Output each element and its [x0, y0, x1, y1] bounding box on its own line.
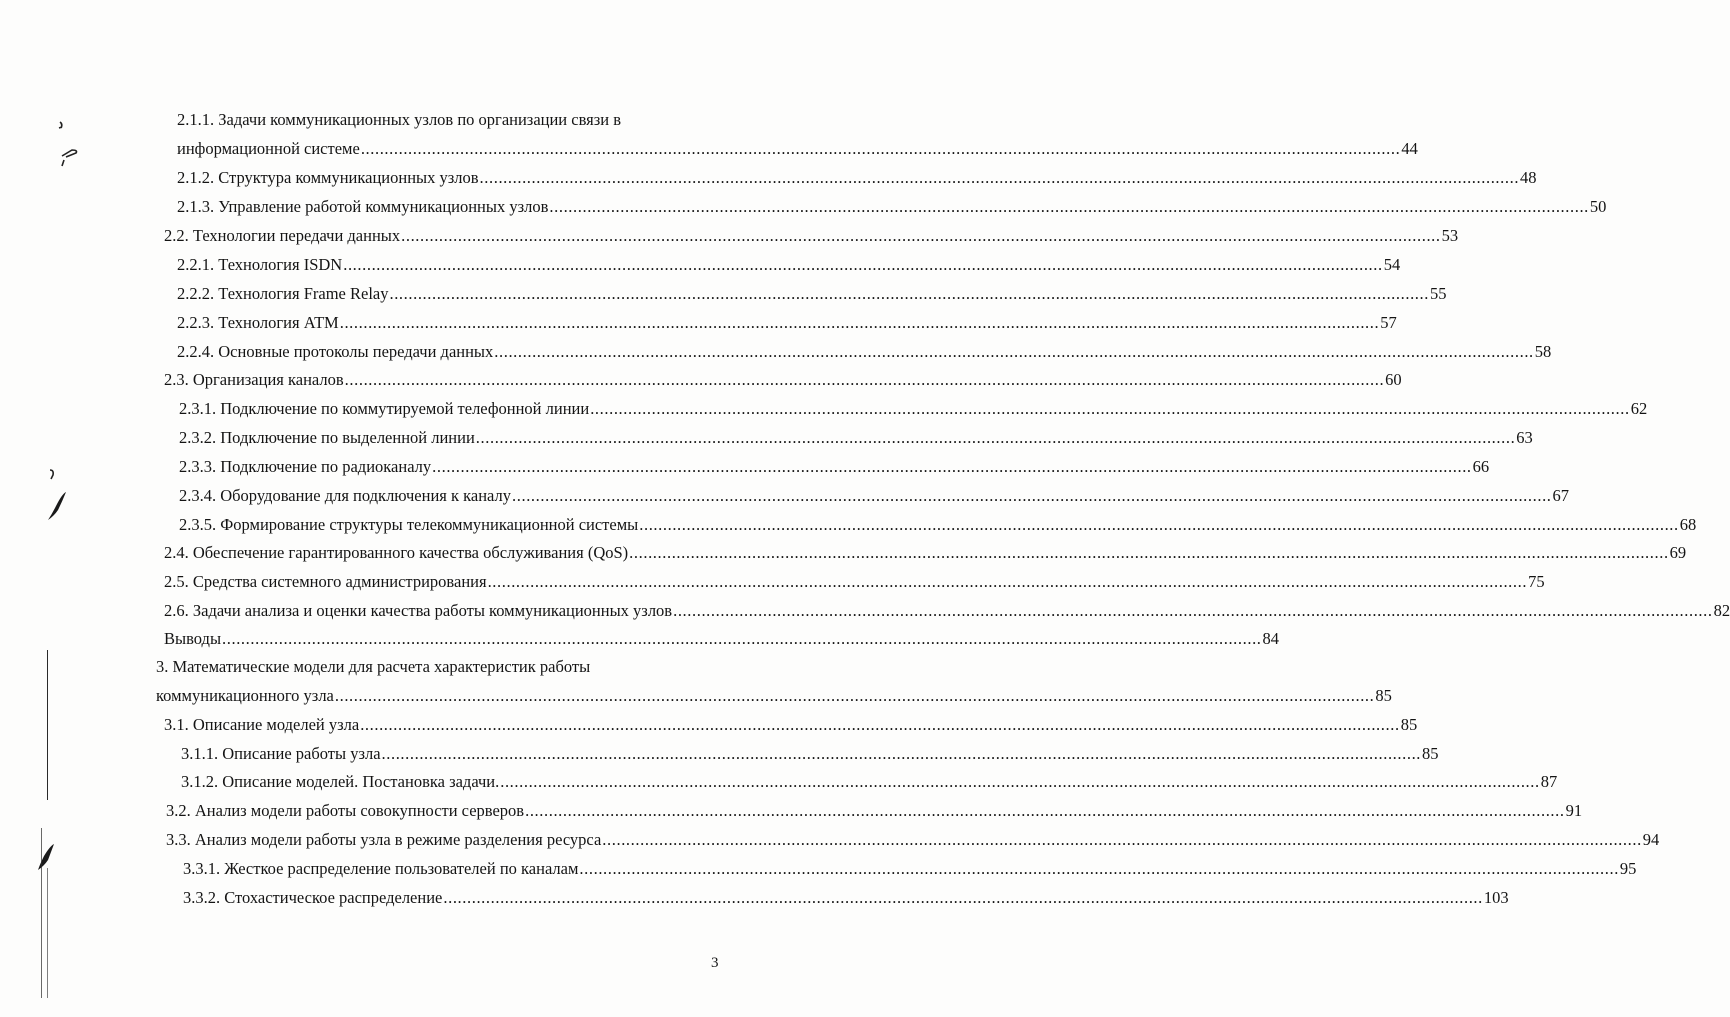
toc-entry-page: 60	[1385, 370, 1402, 389]
scan-artifact-line	[47, 868, 48, 998]
toc-entry-2-2	[164, 226, 1459, 246]
toc-entry-page: 57	[1380, 313, 1397, 332]
toc-entry-2-3-4	[179, 486, 1570, 506]
toc-entry-page: 95	[1619, 859, 1637, 878]
toc-entry-page: 63	[1516, 428, 1533, 447]
toc-entry-label: 2.3.4. Оборудование для подключения к каналу	[179, 486, 512, 505]
toc-entry-3-1	[164, 715, 1418, 735]
toc-entry-2-6	[164, 601, 1730, 621]
toc-entry-page: 85	[1422, 744, 1439, 763]
dot-leader: ............................................................................................................................................................................................................................	[360, 715, 1400, 734]
dot-leader: ............................................................................................................................................................................................................................	[334, 686, 1375, 705]
toc-entry-2-3-2	[179, 428, 1533, 448]
toc-entry-label: информационной системе	[177, 139, 360, 158]
toc-entry-page: 75	[1528, 572, 1545, 591]
scan-artifact-mark	[30, 820, 70, 880]
toc-entry-2-2-3	[177, 313, 1397, 333]
toc-entry-3-1-2	[181, 772, 1558, 792]
dot-leader: ............................................................................................................................................................................................................................	[475, 428, 1516, 447]
toc-entry-page: 85	[1375, 686, 1392, 705]
scan-artifact-mark	[40, 462, 80, 532]
toc-entry-page: 50	[1589, 197, 1607, 216]
toc-entry-label: 3.3.2. Стохастическое распределение	[183, 888, 443, 907]
dot-leader: ............................................................................................................................................................................................................................	[629, 543, 1669, 562]
toc-entry-label: Выводы	[164, 629, 222, 648]
dot-leader: ............................................................................................................................................................................................................................	[344, 370, 1385, 389]
toc-entry-2-2-2	[177, 284, 1447, 304]
toc-entry-page: 62	[1630, 399, 1648, 418]
toc-entry-page: 94	[1642, 830, 1660, 849]
toc-entry-page: 54	[1383, 255, 1401, 274]
toc-entry-label: 2.1.3. Управление работой коммуникационных узлов	[177, 197, 549, 216]
toc-entry-label: 2.3.3. Подключение по радиоканалу	[179, 457, 432, 476]
toc-entry-label: 2.3.5. Формирование структуры телекоммуникационной системы	[179, 515, 639, 534]
dot-leader: ............................................................................................................................................................................................................................	[494, 342, 1534, 361]
toc-entry-3-1-1	[181, 744, 1439, 764]
toc-entry-page: 58	[1534, 342, 1552, 361]
toc-entry-label: 3.2. Анализ модели работы совокупности серверов	[166, 801, 525, 820]
toc-entry-2-4	[164, 543, 1687, 563]
toc-entry-label: 2.2.3. Технология АТМ	[177, 313, 339, 332]
dot-leader: ............................................................................................................................................................................................................................	[579, 859, 1619, 878]
dot-leader: ............................................................................................................................................................................................................................	[343, 255, 1383, 274]
toc-entry-label: 2.3.1. Подключение по коммутируемой телефонной линии	[179, 399, 590, 418]
toc-entry-label: 2.2.1. Технология ISDN	[177, 255, 343, 274]
toc-entry-2-1-1-line1: 2.1.1. Задачи коммуникационных узлов по организации связи в	[177, 110, 622, 129]
toc-entry-label: 3.3. Анализ модели работы узла в режиме разделения ресурса	[166, 830, 602, 849]
toc-entry-label: 3.1.1. Описание работы узла	[181, 744, 381, 763]
toc-entry-page: 84	[1262, 629, 1280, 648]
toc-entry-2-1-1	[177, 139, 1418, 159]
toc-entry-page: 103	[1483, 888, 1509, 907]
dot-leader: ............................................................................................................................................................................................................................	[549, 197, 1589, 216]
toc-entry-3-2	[166, 801, 1583, 821]
toc-entry-label: 3.1.2. Описание моделей. Постановка задачи.	[181, 772, 500, 791]
toc-entry-label: коммуникационного узла	[156, 686, 334, 705]
dot-leader: ............................................................................................................................................................................................................................	[500, 772, 1540, 791]
toc-entry-3-3-2	[183, 888, 1509, 908]
toc-entry-2-2-1	[177, 255, 1401, 275]
toc-entry-page: 44	[1401, 139, 1418, 158]
toc-entry-label: 2.1.2. Структура коммуникационных узлов	[177, 168, 479, 187]
scan-artifact-mark	[52, 116, 92, 176]
toc-entry-label: 2.3. Организация каналов	[164, 370, 344, 389]
toc-entry-label: 3.1. Описание моделей узла	[164, 715, 360, 734]
toc-entry-2-3-5	[179, 515, 1697, 535]
toc-entry-2-3-1	[179, 399, 1648, 419]
dot-leader: ............................................................................................................................................................................................................................	[443, 888, 1483, 907]
toc-entry-page: 91	[1565, 801, 1583, 820]
dot-leader: ............................................................................................................................................................................................................................	[432, 457, 1472, 476]
toc-entry-2-5	[164, 572, 1545, 592]
toc-entry-3-3-1	[183, 859, 1637, 879]
toc-entry-label: 2.2. Технологии передачи данных	[164, 226, 401, 245]
dot-leader: ............................................................................................................................................................................................................................	[401, 226, 1441, 245]
toc-entry-2-1-3	[177, 197, 1607, 217]
toc-entry-label: 2.4. Обеспечение гарантированного качества обслуживания (QoS)	[164, 543, 629, 562]
toc-entry-page: 68	[1679, 515, 1697, 534]
toc-entry-page: 87	[1540, 772, 1558, 791]
dot-leader: ............................................................................................................................................................................................................................	[360, 139, 1401, 158]
toc-entry-page: 85	[1400, 715, 1418, 734]
toc-entry-page: 55	[1429, 284, 1447, 303]
scan-artifact-line	[47, 650, 48, 800]
dot-leader: ............................................................................................................................................................................................................................	[525, 801, 1565, 820]
toc-entry-2-1-2	[177, 168, 1537, 188]
toc-entry-page: 66	[1472, 457, 1490, 476]
dot-leader: ............................................................................................................................................................................................................................	[512, 486, 1552, 505]
toc-entry-label: 2.5. Средства системного администрирования	[164, 572, 487, 591]
dot-leader: ............................................................................................................................................................................................................................	[381, 744, 1422, 763]
toc-entry-2-3	[164, 370, 1402, 390]
dot-leader: ............................................................................................................................................................................................................................	[339, 313, 1380, 332]
dot-leader: ............................................................................................................................................................................................................................	[590, 399, 1630, 418]
toc-entry-page: 69	[1669, 543, 1687, 562]
toc-entry-page: 48	[1520, 168, 1537, 187]
toc-entry-label: 2.6. Задачи анализа и оценки качества работы коммуникационных узлов	[164, 601, 673, 620]
page-number: 3	[711, 955, 719, 971]
toc-entry-3	[156, 686, 1392, 706]
dot-leader: ............................................................................................................................................................................................................................	[479, 168, 1520, 187]
dot-leader: ............................................................................................................................................................................................................................	[487, 572, 1528, 591]
dot-leader: ............................................................................................................................................................................................................................	[639, 515, 1679, 534]
toc-entry-label: 2.2.4. Основные протоколы передачи данных	[177, 342, 494, 361]
dot-leader: ............................................................................................................................................................................................................................	[673, 601, 1713, 620]
toc-entry-label: 3.3.1. Жесткое распределение пользователей по каналам	[183, 859, 579, 878]
dot-leader: ............................................................................................................................................................................................................................	[389, 284, 1429, 303]
toc-entry-3-line1: 3. Математические модели для расчета характеристик работы	[156, 657, 591, 676]
toc-entry-page: 53	[1441, 226, 1459, 245]
toc-entry-label: 2.2.2. Технология Frame Relay	[177, 284, 389, 303]
scan-artifact-line	[41, 828, 42, 998]
dot-leader: ............................................................................................................................................................................................................................	[222, 629, 1262, 648]
toc-entry-3-3	[166, 830, 1660, 850]
dot-leader: ............................................................................................................................................................................................................................	[602, 830, 1642, 849]
toc-entry-2-2-4	[177, 342, 1552, 362]
toc-entry-page: 82	[1713, 601, 1730, 620]
toc-entry-vyvody	[164, 629, 1280, 649]
toc-entry-2-3-3	[179, 457, 1490, 477]
toc-entry-page: 67	[1552, 486, 1570, 505]
toc-entry-label: 2.3.2. Подключение по выделенной линии	[179, 428, 475, 447]
